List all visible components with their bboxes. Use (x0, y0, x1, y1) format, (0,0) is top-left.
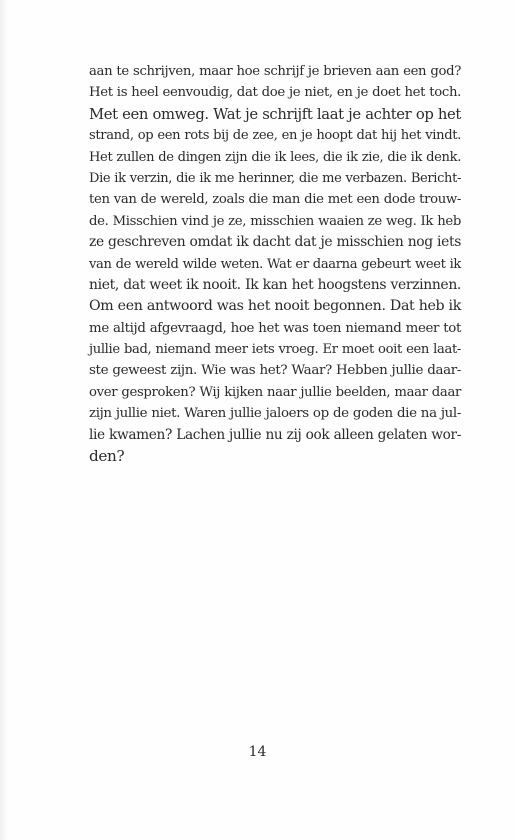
text-line: ze geschreven omdat ik dacht dat je misschien nog iets (89, 234, 461, 251)
page-edge-shadow (0, 0, 8, 840)
text-line: zijn jullie niet. Waren jullie jaloers op de goden die na jul- (89, 406, 461, 422)
text-line: Om een antwoord was het nooit begonnen. Dat heb ik (89, 298, 461, 315)
text-line: over gesproken? Wij kijken naar jullie beelden, maar daar (89, 384, 461, 400)
text-line: niet, dat weet ik nooit. Ik kan het hoogstens verzinnen. (89, 276, 461, 293)
text-line: lie kwamen? Lachen jullie nu zij ook alleen gelaten wor- (89, 426, 461, 443)
text-line: Met een omweg. Wat je schrijft laat je achter op het (89, 105, 461, 123)
text-line: Die ik verzin, die ik me herinner, die me verbazen. Bericht- (89, 170, 461, 186)
text-line: ste geweest zijn. Wie was het? Waar? Hebben jullie daar- (89, 363, 461, 379)
text-line: ten van de wereld, zoals die man die met een dode trouw- (89, 192, 461, 208)
text-line: strand, op een rots bij de zee, en je hoopt dat hij het vindt. (89, 128, 461, 144)
page-number: 14 (248, 744, 267, 760)
body-text (89, 61, 461, 467)
text-line: de. Misschien vind je ze, misschien waaien ze weg. Ik heb (89, 213, 461, 229)
text-line: den? (89, 447, 125, 466)
text-line: Het zullen de dingen zijn die ik lees, die ik zie, die ik denk. (89, 149, 461, 165)
text-line: aan te schrijven, maar hoe schrijf je brieven aan een god? (89, 64, 461, 79)
text-line: Het is heel eenvoudig, dat doe je niet, en je doet het toch. (89, 85, 461, 101)
text-line: jullie bad, niemand meer iets vroeg. Er moet ooit een laat- (89, 342, 461, 358)
text-line: van de wereld wilde weten. Wat er daarna gebeurt weet ik (89, 256, 461, 272)
text-line: me altijd afgevraagd, hoe het was toen niemand meer tot (89, 320, 461, 336)
